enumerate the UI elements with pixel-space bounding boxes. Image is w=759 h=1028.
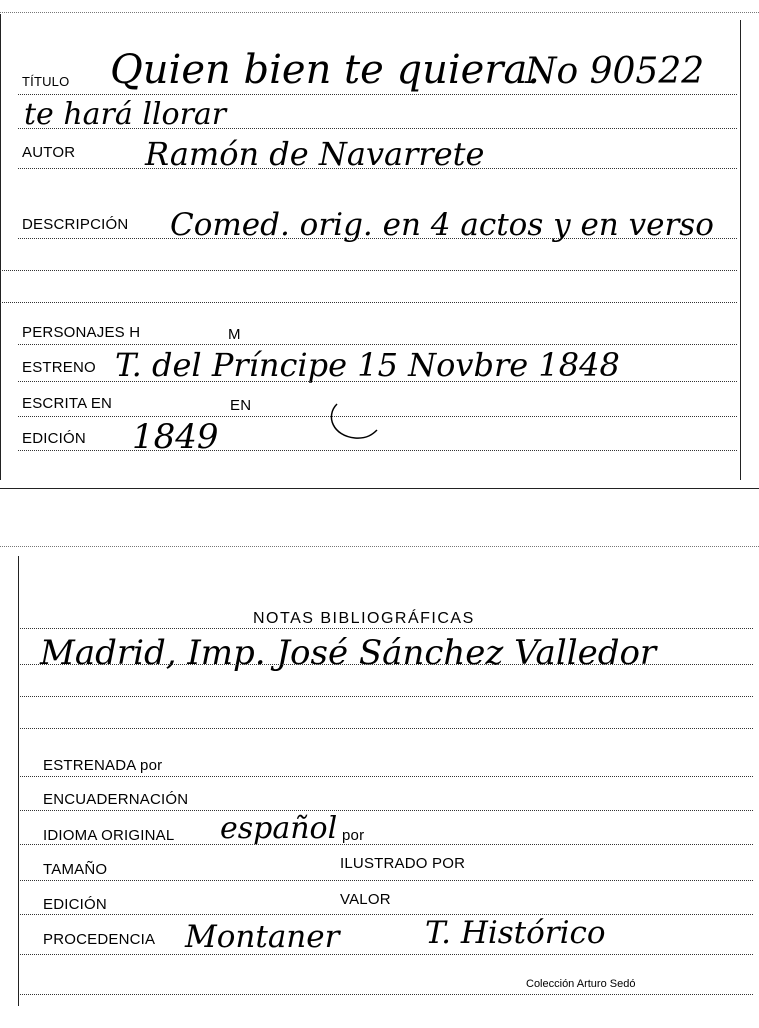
- estrenada-por-label: ESTRENADA por: [43, 757, 163, 774]
- catalog-card-back: [0, 536, 759, 1028]
- tamano-label: TAMAÑO: [43, 861, 108, 878]
- escrita-rule: [18, 416, 737, 417]
- blank-rule-2: [0, 302, 737, 303]
- card-bottom-edge: [0, 488, 759, 489]
- titulo-rule-2: [18, 128, 737, 129]
- procedencia-note: T. Histórico: [425, 915, 606, 951]
- autor-label: AUTOR: [22, 144, 76, 161]
- procedencia-rule: [20, 954, 753, 955]
- bottom-rule: [20, 994, 753, 995]
- edicion-label: EDICIÓN: [22, 430, 86, 447]
- edicion-value: 1849: [132, 417, 219, 457]
- valor-label: VALOR: [340, 891, 391, 908]
- descripcion-label: DESCRIPCIÓN: [22, 216, 129, 233]
- catalog-number: No 90522: [525, 51, 705, 92]
- autor-value: Ramón de Navarrete: [145, 135, 485, 173]
- titulo-value-line1: Quien bien te quiera.: [110, 47, 541, 93]
- notes-rule-3: [20, 696, 753, 697]
- procedencia-value: Montaner: [185, 919, 340, 955]
- personajes-rule: [18, 344, 737, 345]
- card-left-edge: [18, 556, 19, 1006]
- card-top-edge: [0, 546, 759, 547]
- blank-rule-1: [0, 270, 737, 271]
- notas-value: Madrid, Imp. José Sánchez Valledor: [40, 633, 657, 673]
- idioma-original-label: IDIOMA ORIGINAL: [43, 827, 175, 844]
- notes-rule-4: [20, 728, 753, 729]
- autor-rule: [18, 168, 737, 169]
- en-label: EN: [230, 397, 252, 414]
- estreno-rule: [18, 381, 737, 382]
- tamano-rule: [20, 880, 753, 881]
- titulo-value-line2: te hará llorar: [24, 97, 227, 132]
- edicion-back-label: EDICIÓN: [43, 896, 107, 913]
- card-left-edge: [0, 14, 1, 480]
- ink-stroke: [325, 398, 395, 443]
- procedencia-label: PROCEDENCIA: [43, 931, 156, 948]
- idioma-rule: [20, 844, 753, 845]
- descripcion-rule: [18, 238, 737, 239]
- personajes-m-label: M: [228, 326, 241, 343]
- card-top-edge: [0, 12, 759, 13]
- escrita-en-label: ESCRITA EN: [22, 395, 113, 412]
- estreno-label: ESTRENO: [22, 359, 96, 376]
- notes-rule-2: [20, 664, 753, 665]
- encuadernacion-label: ENCUADERNACIÓN: [43, 791, 189, 808]
- collection-credit: Colección Arturo Sedó: [526, 978, 636, 990]
- ilustrado-por-label: ILUSTRADO POR: [340, 855, 466, 872]
- encuadernacion-rule: [20, 810, 753, 811]
- edicion-back-rule: [20, 914, 753, 915]
- por-label: por: [342, 827, 365, 844]
- edicion-rule: [18, 450, 737, 451]
- titulo-label: TÍTULO: [22, 74, 70, 89]
- idioma-original-value: español: [220, 811, 338, 846]
- titulo-rule: [18, 94, 737, 95]
- notes-rule-1: [20, 628, 753, 629]
- notas-heading: NOTAS BIBLIOGRÁFICAS: [253, 610, 475, 627]
- personajes-label: PERSONAJES H: [22, 324, 141, 341]
- card-right-edge: [740, 20, 741, 480]
- descripcion-value: Comed. orig. en 4 actos y en verso: [170, 207, 714, 243]
- catalog-card-front: [0, 0, 759, 492]
- estrenada-rule: [20, 776, 753, 777]
- estreno-value: T. del Príncipe 15 Novbre 1848: [115, 346, 620, 384]
